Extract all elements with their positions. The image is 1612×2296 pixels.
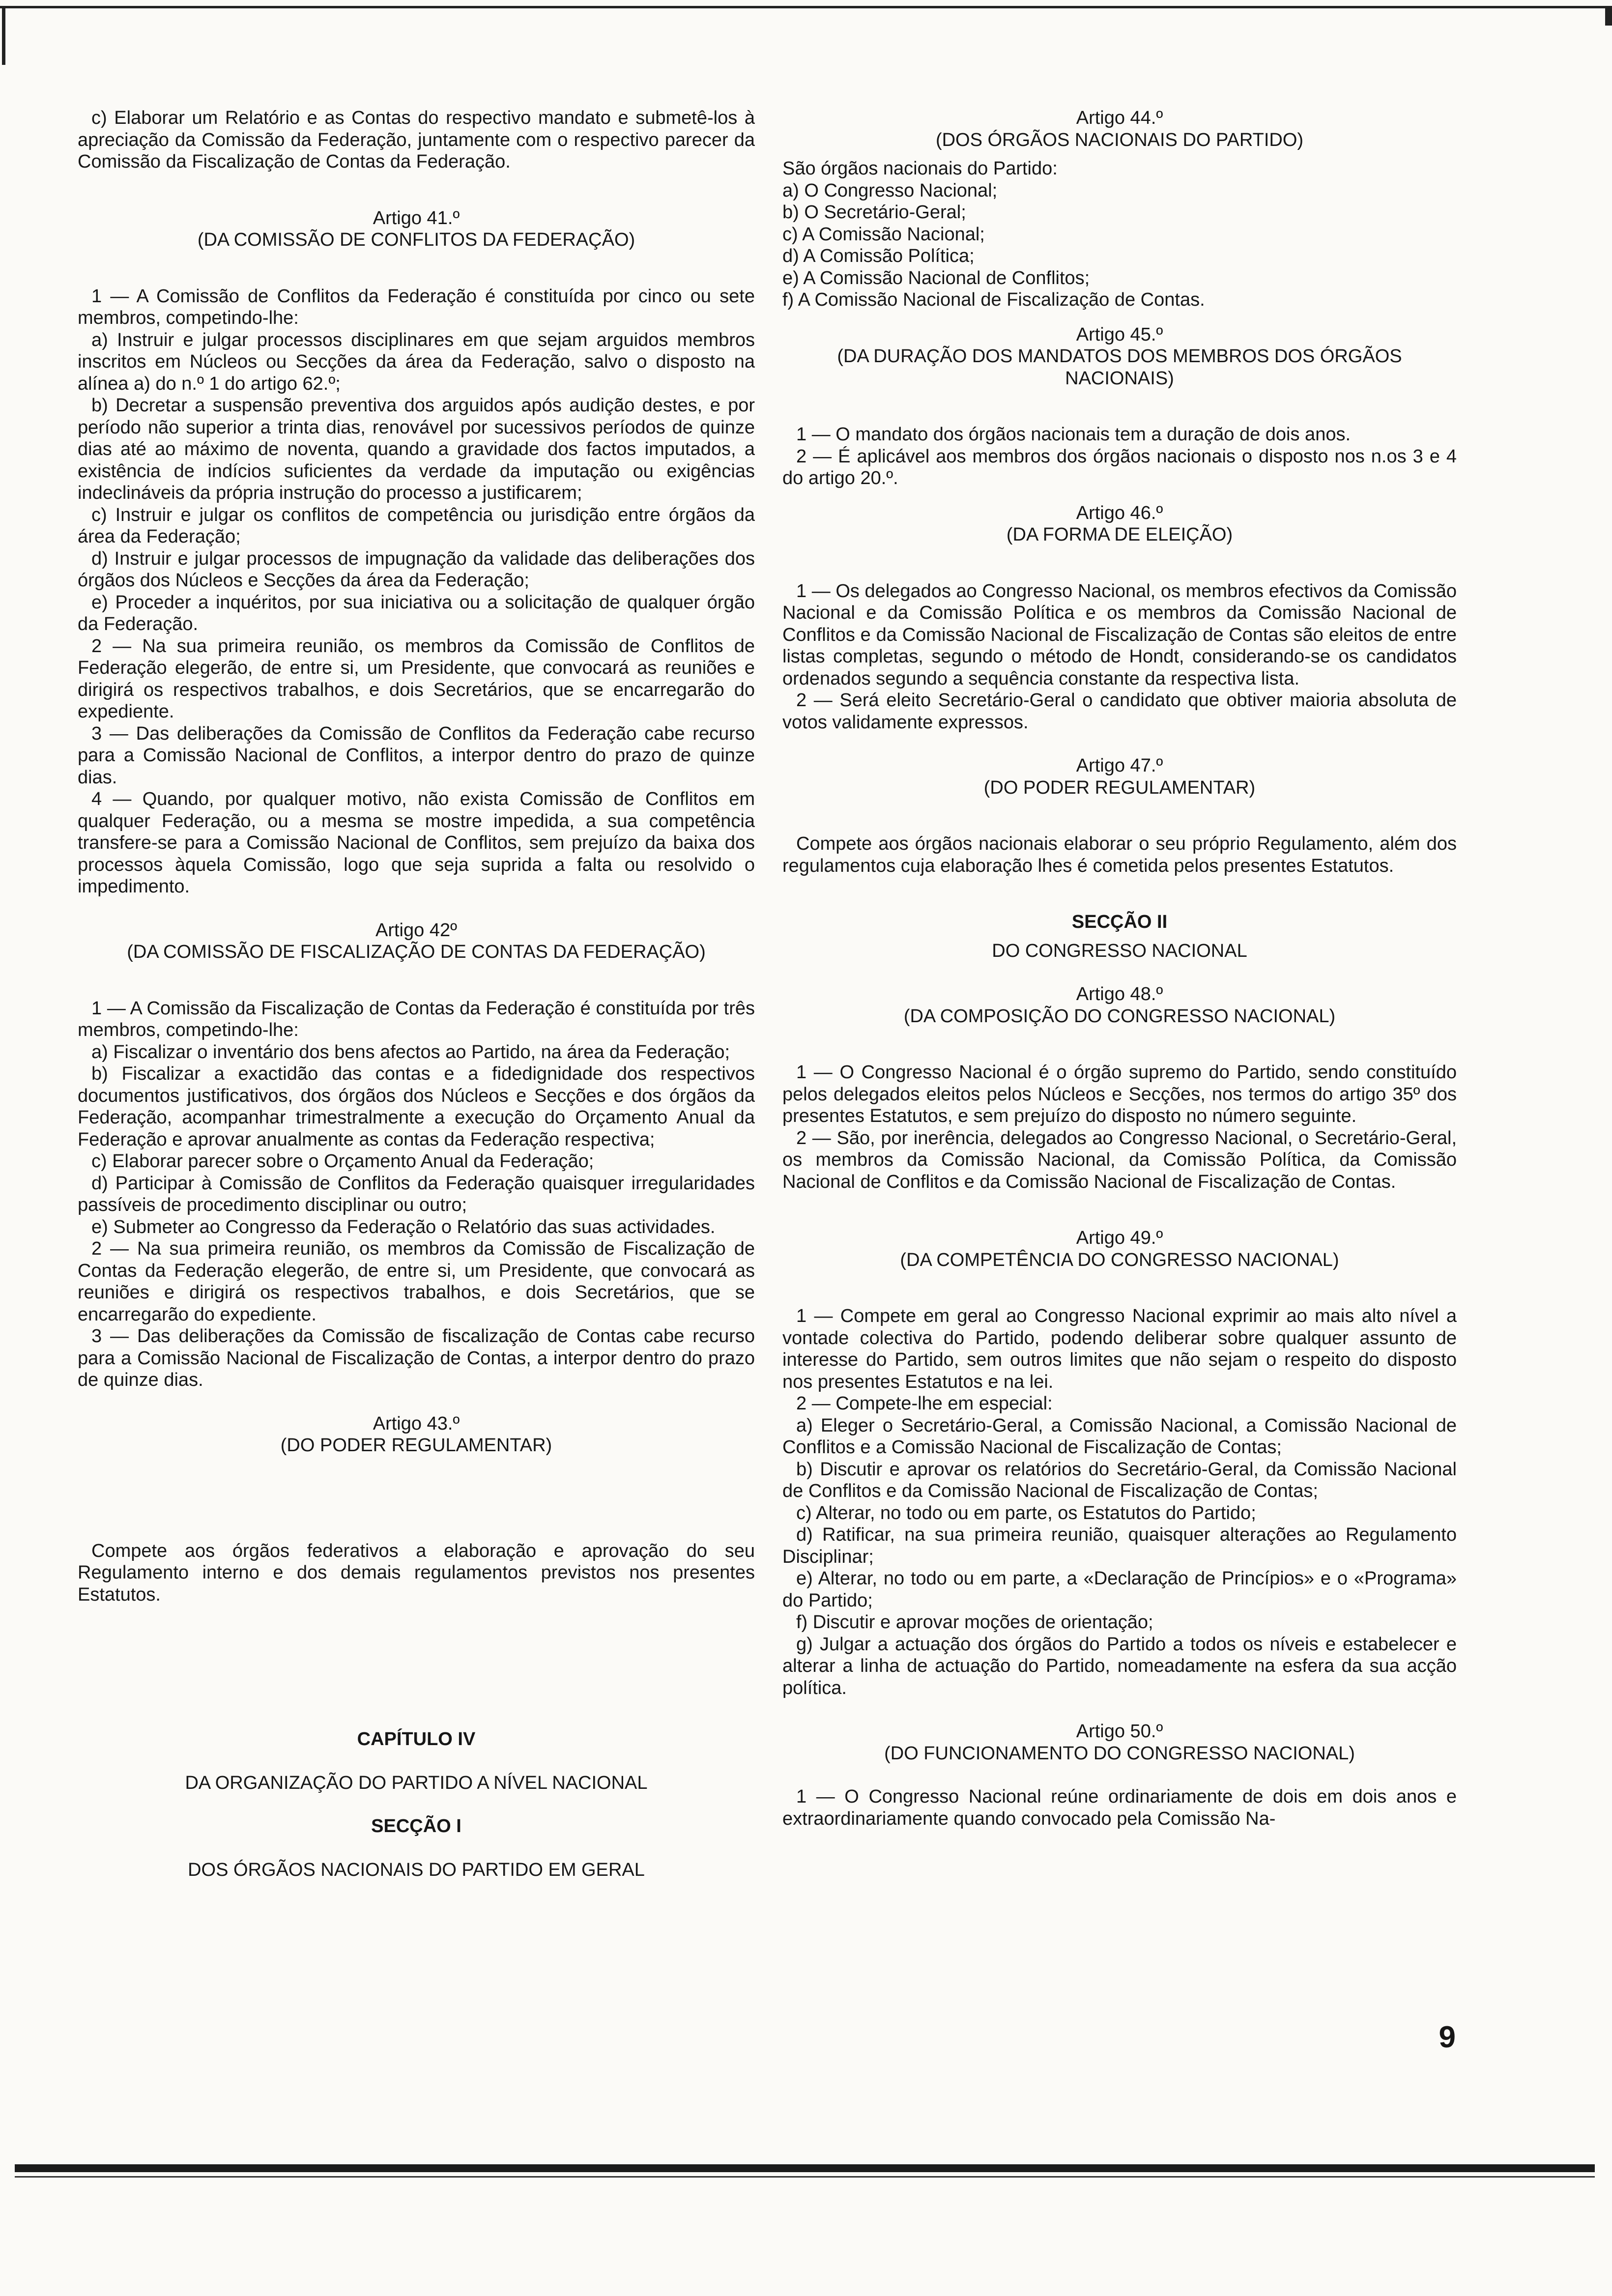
page-number: 9 xyxy=(1439,2020,1456,2054)
article-heading: Artigo 46.º xyxy=(1076,502,1163,523)
paragraph: d) Participar à Comissão de Conflitos da Federação quaisquer irregularidades passíveis de procedimento disciplinar ou outro; xyxy=(78,1173,755,1215)
spacer xyxy=(782,1764,1457,1786)
article-heading: Artigo 43.º xyxy=(373,1413,460,1434)
paragraph: b) Discutir e aprovar os relatórios do Secretário-Geral, da Comissão Nacional de Conflitos e da Comissão Nacional de Fiscalização de Contas; xyxy=(782,1459,1457,1501)
spacer xyxy=(78,1751,755,1772)
article-heading: (DOS ÓRGÃOS NACIONAIS DO PARTIDO) xyxy=(935,129,1304,150)
paragraph: 1 — A Comissão de Conflitos da Federação é constituída por cinco ou sete membros, competindo-lhe: xyxy=(78,286,755,328)
right-edge-mark xyxy=(1605,6,1612,26)
paragraph: 1 — O mandato dos órgãos nacionais tem a duração de dois anos. xyxy=(796,424,1351,445)
spacer xyxy=(782,1027,1457,1062)
paragraph: 2 — Na sua primeira reunião, os membros da Comissão de Fiscalização de Contas da Federação elegerão, de entre si, um Presidente, que convocará as reuniões e dirigirá os respectivos trabalhos, e dois Secretários, que se encarregarão do expediente. xyxy=(78,1238,755,1325)
paragraph: d) Instruir e julgar processos de impugnação da validade das deliberações dos órgãos dos Núcleos e Secções da área da Federação; xyxy=(78,548,755,591)
article-heading: (DA COMISSÃO DE FISCALIZAÇÃO DE CONTAS DA FEDERAÇÃO) xyxy=(127,942,706,962)
spacer xyxy=(78,1457,755,1540)
spacer xyxy=(78,898,755,919)
paragraph: 1 — Os delegados ao Congresso Nacional, os membros efectivos da Comissão Nacional e da Comissão Política e os membros da Comissão Nacional de Conflitos e da Comissão Nacional de Fiscalização de Contas são eleitos de entre listas completas, segundo o método de Hondt, considerando-se os candidatos ordenados segundo a sequência constante da respectiva lista. xyxy=(782,580,1457,689)
article-heading: (DA COMPETÊNCIA DO CONGRESSO NACIONAL) xyxy=(900,1249,1339,1270)
list-item: c) A Comissão Nacional; xyxy=(782,224,985,245)
spacer xyxy=(782,962,1457,983)
paragraph: c) Elaborar parecer sobre o Orçamento Anual da Federação; xyxy=(91,1151,594,1172)
paragraph: 1 — O Congresso Nacional é o órgão supremo do Partido, sendo constituído pelos delegados eleitos pelos Núcleos e Secções, nos termos do artigo 35º dos presentes Estatutos, e sem prejuízo do disposto no número seguinte. xyxy=(782,1062,1457,1126)
left-column xyxy=(78,107,755,1881)
article-heading: Artigo 50.º xyxy=(1076,1721,1163,1742)
paragraph: 3 — Das deliberações da Comissão de fiscalização de Contas cabe recurso para a Comissão Nacional de Fiscalização de Contas, a interpor dentro do prazo de quinze dias. xyxy=(78,1326,755,1390)
paragraph: e) Alterar, no todo ou em parte, a «Declaração de Princípios» e o «Programa» do Partido; xyxy=(782,1568,1457,1611)
spacer xyxy=(782,389,1457,424)
paragraph: b) Decretar a suspensão preventiva dos arguidos após audição destes, e por período não superior a trinta dias, renovável por sucessivos períodos de quinze dias até ao máximo de noventa, quando a gravidade dos factos imputados, a existência de indícios suficientes da verdade da imputação ou exigências indeclináveis da própria instrução do processo a justificarem; xyxy=(78,395,755,503)
bottom-rule-thin xyxy=(15,2176,1595,2178)
article-heading: Artigo 49.º xyxy=(1076,1228,1163,1248)
paragraph: c) Elaborar um Relatório e as Contas do respectivo mandato e submetê-los à apreciação da Comissão da Federação, juntamente com o respectivo parecer da Comissão da Fiscalização de Contas da Federação. xyxy=(78,108,755,172)
paragraph: a) Fiscalizar o inventário dos bens afectos ao Partido, na área da Federação; xyxy=(91,1041,730,1062)
spacer xyxy=(782,877,1457,911)
paragraph: 2 — São, por inerência, delegados ao Congresso Nacional, o Secretário-Geral, os membros da Comissão Nacional, da Comissão Política, da Comissão Nacional de Conflitos e da Comissão Nacional de Fiscalização de Contas. xyxy=(782,1127,1457,1192)
paragraph: Compete aos órgãos nacionais elaborar o seu próprio Regulamento, além dos regulamentos cuja elaboração lhes é cometida pelos presentes Estatutos. xyxy=(782,833,1457,876)
article-heading: (DO FUNCIONAMENTO DO CONGRESSO NACIONAL) xyxy=(884,1743,1355,1764)
list-item: b) O Secretário-Geral; xyxy=(782,202,966,223)
paragraph: g) Julgar a actuação dos órgãos do Partido a todos os níveis e estabelecer e alterar a linha de actuação do Partido, nomeadamente na esfera da sua acção política. xyxy=(782,1634,1457,1698)
paragraph: d) Ratificar, na sua primeira reunião, quaisquer alterações ao Regulamento Disciplinar; xyxy=(782,1524,1457,1567)
paragraph: 4 — Quando, por qualquer motivo, não exista Comissão de Conflitos em qualquer Federação, ou a mesma se mostre impedida, a sua competência transfere-se para a Comissão Nacional de Conflitos, sem prejuízo da baixa dos processos àquela Comissão, logo que seja suprida a falta ou resolvido o impedimento. xyxy=(78,789,755,897)
spacer xyxy=(782,799,1457,833)
list-item: d) A Comissão Política; xyxy=(782,246,975,266)
paragraph: 1 — A Comissão da Fiscalização de Contas da Federação é constituída por três membros, competindo-lhe: xyxy=(78,998,755,1040)
article-heading: Artigo 47.º xyxy=(1076,755,1163,776)
spacer xyxy=(782,311,1457,324)
paragraph: b) Fiscalizar a exactidão das contas e a fidedignidade dos respectivos documentos justificativos, dos órgãos dos Núcleos e Secções e dos órgãos da Federação, acompanhar trimestralmente a execução do Orçamento Anual da Federação e aprovar anualmente as contas da Federação respectiva; xyxy=(78,1063,755,1150)
spacer xyxy=(78,1794,755,1815)
paragraph: 2 — É aplicável aos membros dos órgãos nacionais o disposto nos n.os 3 e 4 do artigo 20.º. xyxy=(782,446,1457,488)
paragraph: 2 — Na sua primeira reunião, os membros da Comissão de Conflitos de Federação elegerão, de entre si, um Presidente, que convocará as reuniões e dirigirá os respectivos trabalhos, e dois Secretários, que se encarregarão do expediente. xyxy=(78,635,755,722)
article-heading: Artigo 48.º xyxy=(1076,984,1163,1004)
article-heading: DO CONGRESSO NACIONAL xyxy=(992,940,1247,961)
spacer xyxy=(78,251,755,286)
paragraph: 1 — Compete em geral ao Congresso Nacional exprimir ao mais alto nível a vontade colectiva do Partido, podendo deliberar sobre qualquer assunto de interesse do Partido, sem outros limites que não sejam o respeito do disposto nos presentes Estatutos e na lei. xyxy=(782,1306,1457,1392)
spacer xyxy=(78,1391,755,1413)
article-heading: (DA DURAÇÃO DOS MANDATOS DOS MEMBROS DOS ÓRGÃOS NACIONAIS) xyxy=(837,346,1402,389)
spacer xyxy=(782,1699,1457,1721)
top-rule xyxy=(0,6,1612,8)
spacer xyxy=(782,546,1457,580)
spacer xyxy=(78,963,755,998)
article-heading: Artigo 44.º xyxy=(1076,108,1163,128)
paragraph: Compete aos órgãos federativos a elaboração e aprovação do seu Regulamento interno e dos demais regulamentos previstos nos presentes Estatutos. xyxy=(78,1540,755,1605)
section-heading: CAPÍTULO IV xyxy=(357,1729,476,1750)
list-item: f) A Comissão Nacional de Fiscalização de Contas. xyxy=(782,289,1205,310)
list-item: e) A Comissão Nacional de Conflitos; xyxy=(782,267,1090,288)
spacer xyxy=(78,1606,755,1728)
article-heading: Artigo 41.º xyxy=(373,207,460,229)
paragraph: 2 — Será eleito Secretário-Geral o candidato que obtiver maioria absoluta de votos validamente expressos. xyxy=(782,690,1457,733)
paragraph: e) Proceder a inquéritos, por sua iniciativa ou a solicitação de qualquer órgão da Federação. xyxy=(78,592,755,634)
paragraph: c) Alterar, no todo ou em parte, os Estatutos do Partido; xyxy=(796,1502,1256,1523)
paragraph: 1 — O Congresso Nacional reúne ordinariamente de dois em dois anos e extraordinariamente quando convocado pela Comissão Na- xyxy=(782,1786,1457,1829)
section-heading: SECÇÃO I xyxy=(371,1816,461,1837)
list-item: São órgãos nacionais do Partido: xyxy=(782,158,1058,179)
spacer xyxy=(782,933,1457,940)
paragraph: 3 — Das deliberações da Comissão de Conflitos da Federação cabe recurso para a Comissão Nacional de Conflitos, a interpor dentro do prazo de quinze dias. xyxy=(78,723,755,788)
spacer xyxy=(78,173,755,207)
article-heading: (DA COMPOSIÇÃO DO CONGRESSO NACIONAL) xyxy=(903,1005,1336,1027)
spacer xyxy=(782,1193,1457,1227)
list-item: a) O Congresso Nacional; xyxy=(782,180,998,201)
article-heading: (DO PODER REGULAMENTAR) xyxy=(280,1435,552,1456)
spacer xyxy=(782,151,1457,158)
bottom-rule xyxy=(15,2164,1595,2172)
article-heading: (DA FORMA DE ELEIÇÃO) xyxy=(1006,524,1233,545)
article-heading: Artigo 42º xyxy=(375,919,457,941)
paragraph: c) Instruir e julgar os conflitos de competência ou jurisdição entre órgãos da área da Federação; xyxy=(78,504,755,547)
article-heading: (DO PODER REGULAMENTAR) xyxy=(983,777,1256,798)
paragraph: a) Eleger o Secretário-Geral, a Comissão Nacional, a Comissão Nacional de Conflitos e a Comissão Nacional de Fiscalização de Contas; xyxy=(782,1415,1457,1458)
article-heading: (DA COMISSÃO DE CONFLITOS DA FEDERAÇÃO) xyxy=(197,230,635,250)
paragraph: a) Instruir e julgar processos disciplinares em que sejam arguidos membros inscritos em Núcleos ou Secções da área da Federação, salvo o disposto na alínea a) do n.º 1 do artigo 62.º; xyxy=(78,329,755,394)
spacer xyxy=(782,489,1457,502)
article-heading: DOS ÓRGÃOS NACIONAIS DO PARTIDO EM GERAL xyxy=(188,1859,645,1880)
section-heading: SECÇÃO II xyxy=(1071,912,1168,932)
article-heading: Artigo 45.º xyxy=(1076,324,1163,345)
spacer xyxy=(782,1271,1457,1305)
left-edge-mark xyxy=(2,6,5,65)
right-column xyxy=(782,107,1457,1830)
paragraph: e) Submeter ao Congresso da Federação o Relatório das suas actividades. xyxy=(91,1216,716,1237)
paragraph: 2 — Compete-lhe em especial: xyxy=(796,1393,1053,1414)
article-heading: DA ORGANIZAÇÃO DO PARTIDO A NÍVEL NACIONAL xyxy=(185,1772,648,1793)
spacer xyxy=(782,733,1457,755)
spacer xyxy=(78,1837,755,1859)
paragraph: f) Discutir e aprovar moções de orientação; xyxy=(796,1612,1153,1633)
